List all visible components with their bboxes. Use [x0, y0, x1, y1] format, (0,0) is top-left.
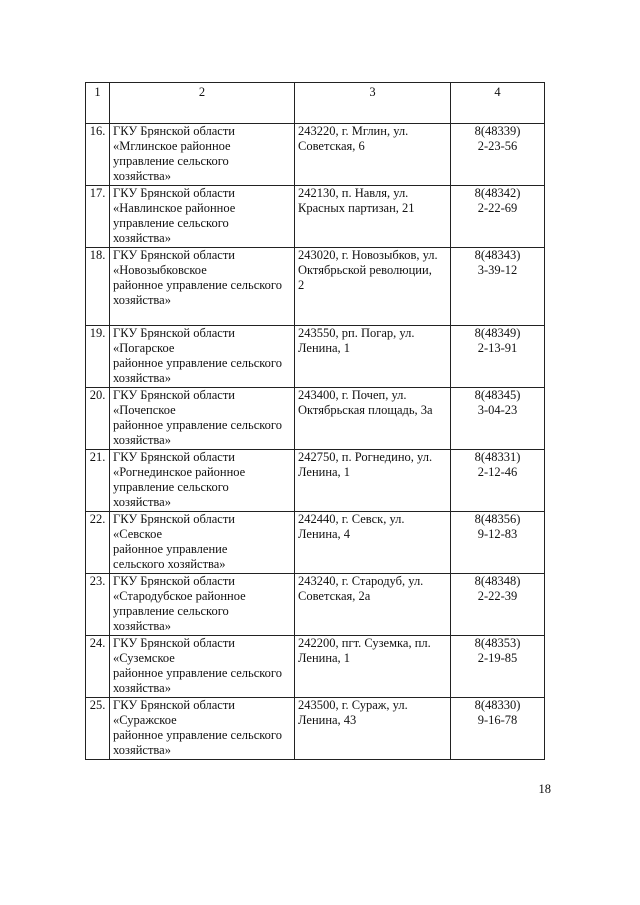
table-header-row: [86, 83, 545, 124]
institution-phone-line: 9-16-78: [477, 713, 518, 727]
institution-name-line: ГКУ Брянской области: [113, 388, 235, 402]
institution-name-line: хозяйства»: [113, 293, 171, 307]
institution-name-line: «Мглинское районное: [113, 139, 231, 153]
institution-address: [295, 512, 451, 574]
institution-name-line: хозяйства»: [113, 169, 171, 183]
institution-name: [110, 124, 295, 186]
institution-name-line: хозяйства»: [113, 743, 171, 757]
institution-address-line: Ленина, 1: [298, 651, 351, 665]
institution-address-line: 243240, г. Стародуб, ул.: [298, 574, 424, 588]
institution-name-line: ГКУ Брянской области: [113, 636, 235, 650]
institution-phone: [451, 450, 545, 512]
institution-phone: [451, 248, 545, 326]
institution-phone: [451, 574, 545, 636]
institution-name-line: «Суражское: [113, 713, 177, 727]
institution-address-line: 2: [298, 278, 305, 292]
institution-address-line: Ленина, 43: [298, 713, 357, 727]
institution-name-line: районное управление сельского: [113, 356, 282, 370]
institution-address-line: 243400, г. Почеп, ул.: [298, 388, 407, 402]
institution-name: [110, 450, 295, 512]
institution-address-line: 243550, рп. Погар, ул.: [298, 326, 415, 340]
institution-name-line: «Новозыбковское: [113, 263, 207, 277]
institution-name-line: хозяйства»: [113, 231, 171, 245]
institution-phone-line: 8(48353): [474, 636, 521, 650]
table-row: [86, 698, 545, 760]
institution-phone-line: 8(48339): [474, 124, 521, 138]
institution-name: [110, 636, 295, 698]
institution-address-line: Ленина, 1: [298, 465, 351, 479]
institution-phone-line: 2-19-85: [477, 651, 518, 665]
row-number: 17.: [86, 186, 110, 248]
institution-name-line: ГКУ Брянской области: [113, 574, 235, 588]
institution-name: [110, 512, 295, 574]
institution-phone: [451, 326, 545, 388]
institution-address-line: Октябрьская площадь, 3а: [298, 403, 433, 417]
institution-name-line: ГКУ Брянской области: [113, 450, 235, 464]
institution-phone: [451, 512, 545, 574]
institutions-table: [85, 82, 545, 760]
institution-name-line: управление сельского: [113, 216, 229, 230]
institution-name: [110, 326, 295, 388]
institution-name-line: управление сельского: [113, 480, 229, 494]
institution-address: [295, 636, 451, 698]
institution-name-line: хозяйства»: [113, 433, 171, 447]
institution-name-line: районное управление сельского: [113, 666, 282, 680]
institution-name-line: районное управление сельского: [113, 728, 282, 742]
institution-name-line: хозяйства»: [113, 371, 171, 385]
institution-address-line: 242130, п. Навля, ул.: [298, 186, 409, 200]
row-number: 25.: [86, 698, 110, 760]
institution-phone-line: 9-12-83: [477, 527, 518, 541]
institution-name-line: ГКУ Брянской области: [113, 248, 235, 262]
institution-name-line: ГКУ Брянской области: [113, 698, 235, 712]
header-cell-phone: 4: [451, 83, 545, 124]
institution-phone: [451, 698, 545, 760]
row-number: 23.: [86, 574, 110, 636]
institution-phone-line: 8(48331): [474, 450, 521, 464]
institution-address-line: Ленина, 4: [298, 527, 351, 541]
institution-address-line: 243220, г. Мглин, ул.: [298, 124, 409, 138]
header-cell-number: 1: [86, 83, 110, 124]
row-number: 16.: [86, 124, 110, 186]
institution-name-line: «Севское: [113, 527, 163, 541]
institution-phone-line: 2-13-91: [477, 341, 518, 355]
institution-phone-line: 8(48356): [474, 512, 521, 526]
header-cell-address: 3: [295, 83, 451, 124]
institution-phone: [451, 124, 545, 186]
institution-name: [110, 248, 295, 326]
institution-address: [295, 574, 451, 636]
institution-address-line: 242200, пгт. Суземка, пл.: [298, 636, 431, 650]
row-number: 21.: [86, 450, 110, 512]
institution-address: [295, 388, 451, 450]
institution-phone: [451, 388, 545, 450]
institution-address: [295, 124, 451, 186]
institution-phone-line: 8(48345): [474, 388, 521, 402]
row-number: 20.: [86, 388, 110, 450]
institution-phone-line: 2-12-46: [477, 465, 518, 479]
row-number: 24.: [86, 636, 110, 698]
institution-address-line: Ленина, 1: [298, 341, 351, 355]
institution-phone-line: 8(48330): [474, 698, 521, 712]
institution-name: [110, 574, 295, 636]
institution-name-line: управление сельского: [113, 154, 229, 168]
institution-name-line: «Погарское: [113, 341, 175, 355]
table-row: [86, 450, 545, 512]
institution-address-line: 243500, г. Сураж, ул.: [298, 698, 408, 712]
institution-address: [295, 698, 451, 760]
header-cell-name: 2: [110, 83, 295, 124]
table-row: [86, 326, 545, 388]
institution-name-line: хозяйства»: [113, 495, 171, 509]
institution-name-line: хозяйства»: [113, 681, 171, 695]
table-row: [86, 248, 545, 326]
institution-phone: [451, 636, 545, 698]
institution-name-line: хозяйства»: [113, 619, 171, 633]
institution-address-line: Октябрьской революции,: [298, 263, 432, 277]
institution-name-line: ГКУ Брянской области: [113, 124, 235, 138]
institution-address: [295, 326, 451, 388]
row-number: 18.: [86, 248, 110, 326]
institution-phone: [451, 186, 545, 248]
institution-address-line: 242440, г. Севск, ул.: [298, 512, 405, 526]
institution-name-line: районное управление: [113, 542, 228, 556]
institution-address: [295, 248, 451, 326]
institution-name-line: «Суземское: [113, 651, 175, 665]
institution-address-line: 242750, п. Рогнедино, ул.: [298, 450, 433, 464]
institution-address-line: 243020, г. Новозыбков, ул.: [298, 248, 438, 262]
page-number: 18: [538, 782, 551, 796]
institution-phone-line: 8(48348): [474, 574, 521, 588]
institution-name-line: сельского хозяйства»: [113, 557, 226, 571]
table-row: [86, 636, 545, 698]
row-number: 19.: [86, 326, 110, 388]
institution-name-line: «Стародубское районное: [113, 589, 246, 603]
institution-phone-line: 3-39-12: [477, 263, 518, 277]
table-row: [86, 512, 545, 574]
institution-name-line: «Рогнединское районное: [113, 465, 246, 479]
institution-name-line: «Навлинское районное: [113, 201, 236, 215]
institution-phone-line: 8(48349): [474, 326, 521, 340]
institution-address: [295, 186, 451, 248]
institution-address-line: Красных партизан, 21: [298, 201, 415, 215]
institution-name-line: «Почепское: [113, 403, 176, 417]
table-row: [86, 124, 545, 186]
table-row: [86, 186, 545, 248]
institution-name-line: ГКУ Брянской области: [113, 326, 235, 340]
institution-name-line: управление сельского: [113, 604, 229, 618]
institution-address-line: Советская, 2а: [298, 589, 371, 603]
row-number: 22.: [86, 512, 110, 574]
institution-phone-line: 8(48343): [474, 248, 521, 262]
institution-name-line: районное управление сельского: [113, 278, 282, 292]
institution-address: [295, 450, 451, 512]
table-row: [86, 574, 545, 636]
institution-name: [110, 698, 295, 760]
institution-name-line: ГКУ Брянской области: [113, 512, 235, 526]
institution-name: [110, 186, 295, 248]
institution-address-line: Советская, 6: [298, 139, 365, 153]
institution-phone-line: 3-04-23: [477, 403, 518, 417]
institution-phone-line: 2-22-39: [477, 589, 518, 603]
institution-name-line: районное управление сельского: [113, 418, 282, 432]
table-row: [86, 388, 545, 450]
institution-phone-line: 2-22-69: [477, 201, 518, 215]
institution-name-line: ГКУ Брянской области: [113, 186, 235, 200]
institution-phone-line: 2-23-56: [477, 139, 518, 153]
institution-name: [110, 388, 295, 450]
institution-phone-line: 8(48342): [474, 186, 521, 200]
